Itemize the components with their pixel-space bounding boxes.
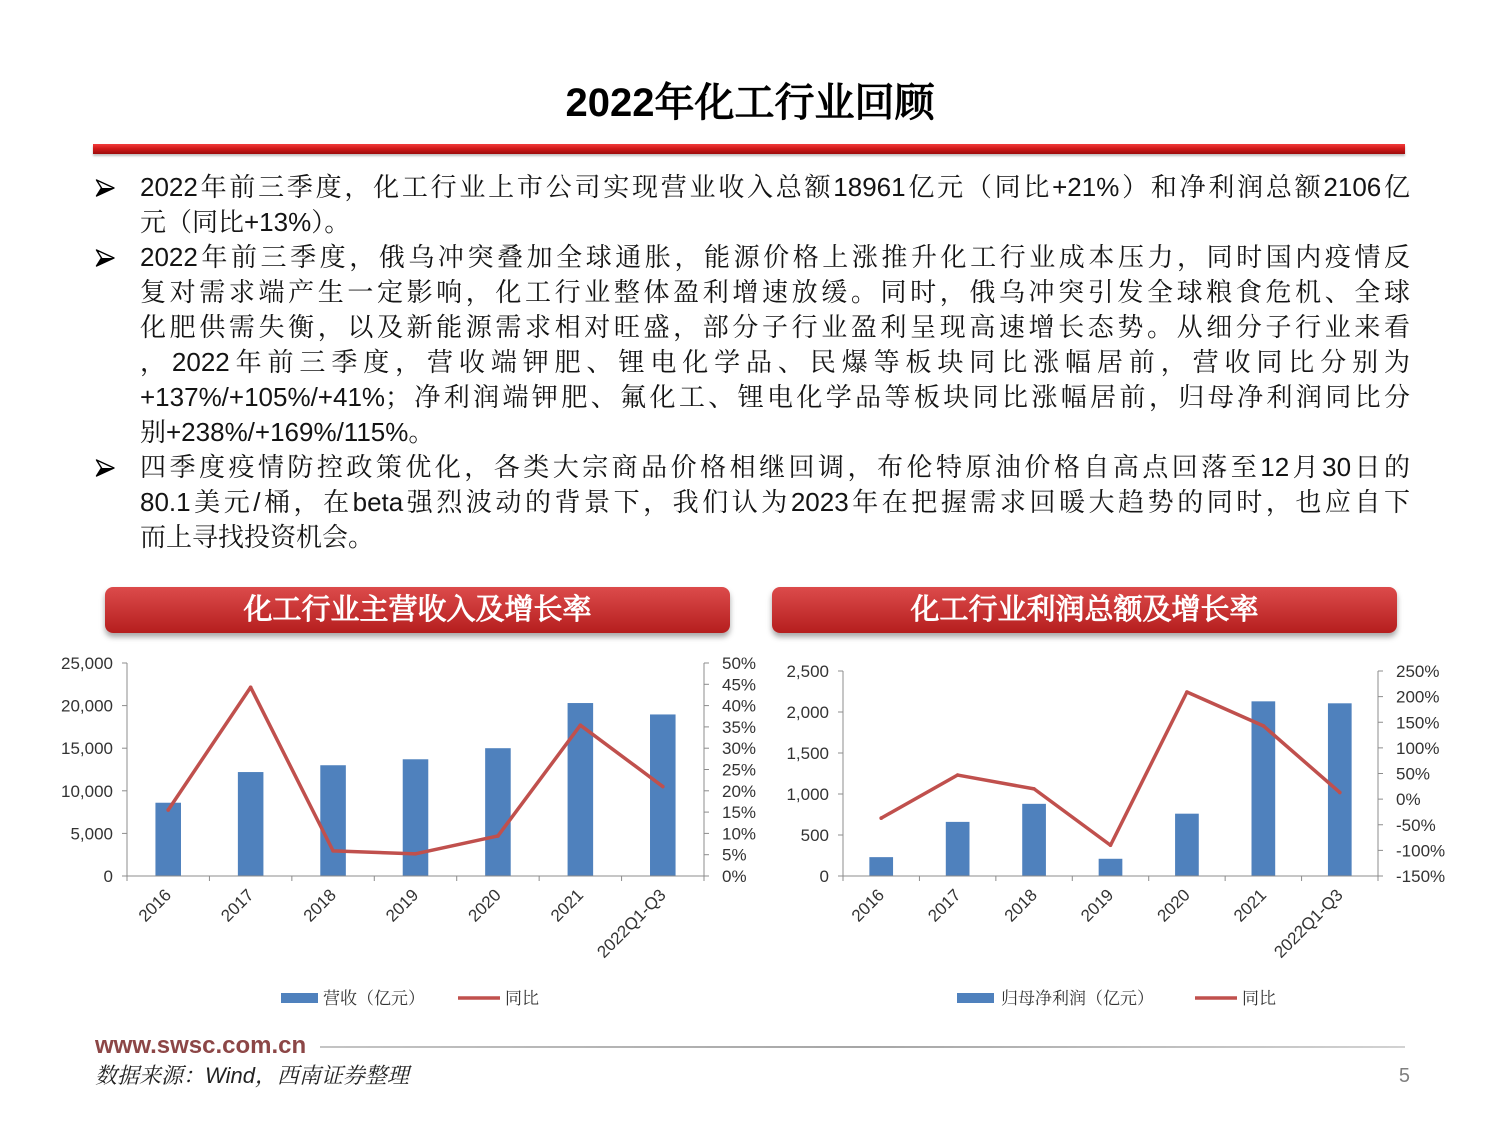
yoy-growth-point xyxy=(661,785,665,789)
right-axis-tick-label: 50% xyxy=(722,654,757,673)
x-axis-category-label: 2017 xyxy=(924,885,965,926)
x-axis-category-label: 2021 xyxy=(547,885,588,926)
net-profit-bar xyxy=(946,822,970,876)
net-profit-bar xyxy=(1099,859,1123,876)
x-axis-category-label: 2022Q1-Q3 xyxy=(593,885,670,962)
bullet-text-line: ，2022年前三季度，营收端钾肥、锂电化学品、民爆等板块同比涨幅居前，营收同比分别为 xyxy=(140,347,1410,377)
net-profit-bar xyxy=(1022,804,1046,876)
yoy-growth-point xyxy=(579,723,583,727)
revenue-bar xyxy=(403,759,429,876)
x-axis-category-label: 2020 xyxy=(1153,885,1194,926)
left-axis-tick-label: 5,000 xyxy=(70,824,113,844)
profit-chart-title-banner: 化工行业利润总额及增长率 xyxy=(772,587,1397,633)
right-axis-tick-label: 10% xyxy=(722,824,757,844)
yoy-growth-point xyxy=(1185,690,1189,694)
right-axis-tick-label: -150% xyxy=(1396,867,1446,886)
bullet-text-line: 化肥供需失衡，以及新能源需求相对旺盛，部分子行业盈利呈现高速增长态势。从细分子行业来看 xyxy=(140,312,1410,342)
net-profit-bar xyxy=(1175,814,1199,876)
left-axis-tick-label: 20,000 xyxy=(61,696,113,716)
right-axis-tick-label: 250% xyxy=(1396,662,1440,681)
bullet-text-line: 80.1美元/桶，在beta强烈波动的背景下，我们认为2023年在把握需求回暖大趋势的同时，也应自下 xyxy=(140,487,1410,517)
revenue-chart-title-banner: 化工行业主营收入及增长率 xyxy=(105,587,730,633)
yoy-growth-point xyxy=(1338,791,1342,795)
left-axis-tick-label: 1,500 xyxy=(786,744,829,763)
revenue-growth-chart xyxy=(40,645,760,1030)
arrowhead-bullet-icon xyxy=(95,458,115,478)
bullet-text-line: 复对需求端产生一定影响，化工行业整体盈利增速放缓。同时，俄乌冲突引发全球粮食危机、全球 xyxy=(140,277,1410,307)
revenue-bar xyxy=(650,714,676,876)
slide-title: 2022年化工行业回顾 xyxy=(565,81,935,125)
x-axis-category-label: 2019 xyxy=(382,885,423,926)
bullet-text-line: 而上寻找投资机会。 xyxy=(140,522,375,552)
yoy-growth-point xyxy=(166,808,170,812)
title-divider-bar xyxy=(93,144,1405,154)
yoy-growth-point xyxy=(331,849,335,853)
right-axis-tick-label: 100% xyxy=(1396,738,1440,758)
x-axis-category-label: 2016 xyxy=(134,885,176,926)
bullet-item xyxy=(95,450,1410,555)
yoy-growth-point xyxy=(414,852,418,856)
net-profit-bar xyxy=(1328,703,1352,876)
bullet-item xyxy=(95,240,1410,450)
right-axis-tick-label: 35% xyxy=(722,717,757,737)
footer-website: www.swsc.com.cn xyxy=(95,1032,307,1059)
right-axis-tick-label: 25% xyxy=(722,760,757,780)
revenue-bar xyxy=(568,703,594,876)
right-axis-tick-label: -100% xyxy=(1396,841,1446,861)
right-axis-tick-label: 200% xyxy=(1396,687,1440,707)
x-axis-category-label: 2018 xyxy=(299,885,340,926)
x-axis-category-label: 2020 xyxy=(464,885,505,926)
page-number: 5 xyxy=(1398,1065,1410,1087)
right-axis-tick-label: -50% xyxy=(1396,815,1436,835)
legend-bar-label: 营收（亿元） xyxy=(323,989,425,1008)
yoy-growth-point xyxy=(1032,787,1036,791)
arrowhead-bullet-icon xyxy=(95,178,115,198)
yoy-growth-point xyxy=(496,834,500,838)
x-axis-category-label: 2017 xyxy=(217,885,258,926)
left-axis-tick-label: 10,000 xyxy=(61,781,113,801)
arrowhead-bullet-icon xyxy=(95,248,115,268)
right-axis-tick-label: 30% xyxy=(722,739,757,759)
yoy-growth-point xyxy=(956,773,960,777)
footer-divider xyxy=(320,1046,1405,1048)
yoy-growth-point xyxy=(1262,724,1266,728)
right-axis-tick-label: 45% xyxy=(722,675,757,695)
right-axis-tick-label: 15% xyxy=(722,803,757,823)
x-axis-category-label: 2019 xyxy=(1077,885,1118,926)
data-source-note: 数据来源：Wind，西南证券整理 xyxy=(95,1063,409,1088)
left-axis-tick-label: 2,000 xyxy=(786,703,829,722)
right-axis-tick-label: 50% xyxy=(1396,764,1431,784)
bullet-list xyxy=(95,170,1410,555)
revenue-bar xyxy=(155,803,181,876)
left-axis-tick-label: 25,000 xyxy=(61,654,113,673)
x-axis-category-label: 2016 xyxy=(847,885,889,926)
legend-bar-swatch xyxy=(281,993,318,1003)
right-axis-tick-label: 20% xyxy=(722,781,757,801)
bullet-item xyxy=(95,170,1410,240)
bullet-text-line: +137%/+105%/+41%；净利润端钾肥、氟化工、锂电化学品等板块同比涨幅居前，归母净利润同比分 xyxy=(140,382,1410,412)
right-axis-tick-label: 0% xyxy=(1396,790,1421,810)
right-axis-tick-label: 0% xyxy=(722,867,747,886)
legend-line-label: 同比 xyxy=(505,989,539,1008)
left-axis-tick-label: 500 xyxy=(800,826,829,845)
revenue-bar xyxy=(320,765,346,876)
net-profit-bar xyxy=(869,857,893,876)
right-axis-tick-label: 5% xyxy=(722,845,747,865)
bullet-text-line: 四季度疫情防控政策优化，各类大宗商品价格相继回调，布伦特原油价格自高点回落至12月30日的 xyxy=(140,452,1410,482)
left-axis-tick-label: 2,500 xyxy=(786,662,829,681)
yoy-growth-point xyxy=(249,685,253,689)
profit-growth-chart xyxy=(760,645,1460,1030)
right-axis-tick-label: 40% xyxy=(722,696,757,716)
x-axis-category-label: 2022Q1-Q3 xyxy=(1270,885,1347,962)
revenue-bar xyxy=(238,772,264,876)
x-axis-category-label: 2021 xyxy=(1230,885,1271,926)
bullet-text-line: 别+238%/+169%/115%。 xyxy=(140,417,435,447)
revenue-bar xyxy=(485,748,511,876)
yoy-growth-point xyxy=(1109,843,1113,847)
yoy-growth-point xyxy=(879,816,883,820)
bullet-text-line: 2022年前三季度，化工行业上市公司实现营业收入总额18961亿元（同比+21%）和净利润总额2106亿 xyxy=(140,172,1410,202)
left-axis-tick-label: 1,000 xyxy=(786,785,829,804)
x-axis-category-label: 2018 xyxy=(1000,885,1041,926)
bullet-text-line: 2022年前三季度，俄乌冲突叠加全球通胀，能源价格上涨推升化工行业成本压力，同时国内疫情反 xyxy=(140,242,1410,272)
left-axis-tick-label: 0 xyxy=(819,867,829,886)
right-axis-tick-label: 150% xyxy=(1396,713,1440,733)
bullet-text-line: 元（同比+13%）。 xyxy=(140,207,351,237)
legend-bar-label: 归母净利润（亿元） xyxy=(1001,989,1154,1008)
left-axis-tick-label: 0 xyxy=(103,867,113,886)
left-axis-tick-label: 15,000 xyxy=(61,739,113,759)
legend-bar-swatch xyxy=(957,993,994,1003)
legend-line-label: 同比 xyxy=(1242,989,1276,1008)
